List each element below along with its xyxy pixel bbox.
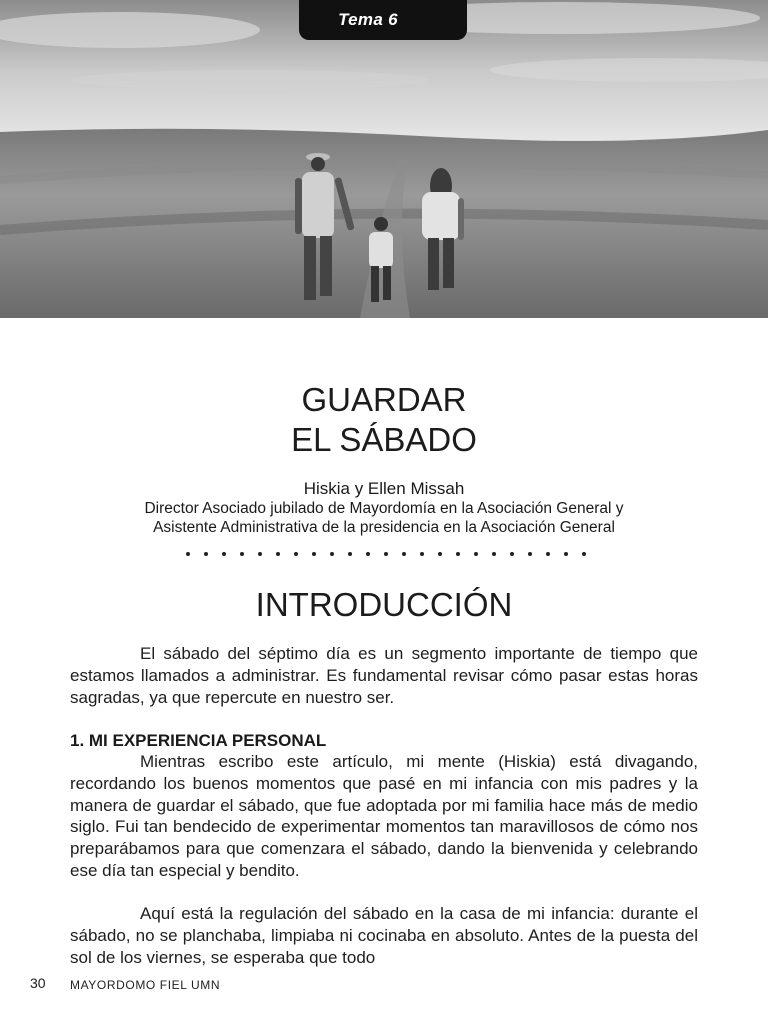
paragraph-experience (70, 751, 698, 882)
topic-tab (299, 0, 467, 40)
intro-paragraph-text: El sábado del séptimo día es un segmento importante de tiempo que estamos llamados a administrar. Es fundamental revisar cómo pasar estas horas sagradas, ya que repercute en nuestro ser. (70, 644, 698, 707)
paragraph-experience-text: Mientras escribo este artículo, mi mente (Hiskia) está divagando, recordando los buenos momentos que pasé en mi infancia con mis padres y la manera de guardar el sábado, que fue adoptada por mi familia hace más de medio siglo. Fui tan bendecido de experimentar momentos tan maravillosos de cómo nos preparábamos para que comenzara el sábado, dando la bienvenida y celebrando ese día tan especial y bendito. (70, 752, 698, 880)
section-heading: INTRODUCCIÓN (255, 586, 513, 623)
dotted-divider (186, 552, 586, 560)
publication-name: MAYORDOMO FIEL UMN (70, 978, 221, 992)
subheading: 1. MI EXPERIENCIA PERSONAL (70, 731, 327, 750)
page-footer (0, 972, 768, 996)
author-role-line1: Director Asociado jubilado de Mayordomía en la Asociación General y (144, 500, 624, 517)
paragraph-regulation-text: Aquí está la regulación del sábado en la casa de mi infancia: durante el sábado, no se planchaba, limpiaba ni cocinaba en absoluto. Antes de la puesta del sol de los viernes, se esperaba que todo (70, 904, 698, 967)
article-title-line2: EL SÁBADO (291, 421, 477, 458)
page-number: 30 (30, 975, 46, 991)
author-role-line2: Asistente Administrativa de la presidencia en la Asociación General (153, 519, 615, 536)
paragraph-regulation (70, 903, 698, 973)
hero-photo (0, 0, 768, 318)
family-walking-field-photo (0, 0, 768, 318)
intro-paragraph (70, 643, 698, 708)
topic-tab-label: Tema 6 (338, 10, 398, 29)
author-name: Hiskia y Ellen Missah (303, 479, 465, 498)
article-title-line1: GUARDAR (301, 381, 467, 418)
